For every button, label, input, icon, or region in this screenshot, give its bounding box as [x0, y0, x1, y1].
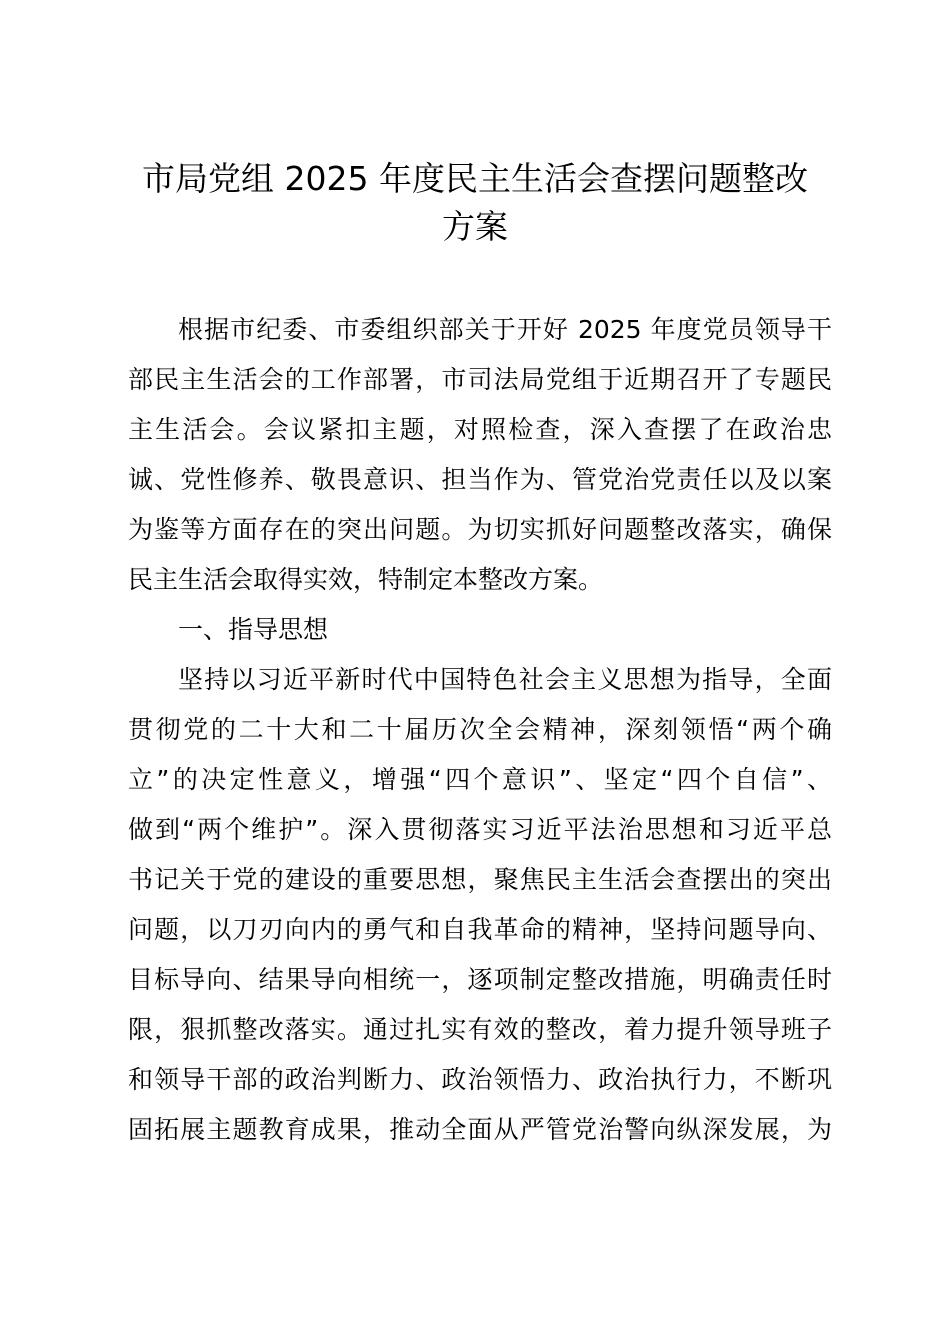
text-line: 主生活会。会议紧扣主题，对照检查，深入查摆了在政治忠 [128, 415, 832, 444]
paragraph-introduction [128, 305, 832, 605]
paragraph-guiding-ideology [128, 655, 832, 1155]
document-body [128, 305, 832, 1155]
section-heading-guiding-ideology [128, 605, 832, 655]
text-line: 部民主生活会的工作部署，市司法局党组于近期召开了专题民 [128, 365, 832, 394]
text-line: 问题，以刀刃向内的勇气和自我革命的精神，坚持问题导向、 [128, 915, 832, 944]
document-title [100, 155, 850, 251]
text-line: 目标导向、结果导向相统一，逐项制定整改措施，明确责任时 [128, 965, 832, 994]
text-line: 民主生活会取得实效，特制定本整改方案。 [128, 565, 604, 594]
text-line: 贯彻党的二十大和二十届历次全会精神，深刻领悟“两个确 [128, 715, 832, 744]
text-line: 做到“两个维护”。深入贯彻落实习近平法治思想和习近平总 [128, 815, 832, 844]
text-line: 根据市纪委、市委组织部关于开好 2025 年度党员领导干 [178, 315, 832, 344]
section-heading: 一、指导思想 [178, 615, 329, 644]
text-line: 和领导干部的政治判断力、政治领悟力、政治执行力，不断巩 [128, 1065, 832, 1094]
text-line: 为鉴等方面存在的突出问题。为切实抓好问题整改落实，确保 [128, 515, 832, 544]
text-line: 书记关于党的建设的重要思想，聚焦民主生活会查摆出的突出 [128, 865, 832, 894]
title-line-2: 方案 [442, 207, 508, 246]
text-line: 坚持以习近平新时代中国特色社会主义思想为指导，全面 [178, 665, 832, 694]
text-line: 诚、党性修养、敬畏意识、担当作为、管党治党责任以及以案 [128, 465, 832, 494]
text-line: 立”的决定性意义，增强“四个意识”、坚定“四个自信”、 [128, 765, 832, 794]
text-line: 固拓展主题教育成果，推动全面从严管党治警向纵深发展，为 [128, 1115, 832, 1144]
text-line: 限，狠抓整改落实。通过扎实有效的整改，着力提升领导班子 [128, 1015, 832, 1044]
title-line-1: 市局党组 2025 年度民主生活会查摆问题整改 [142, 159, 808, 198]
